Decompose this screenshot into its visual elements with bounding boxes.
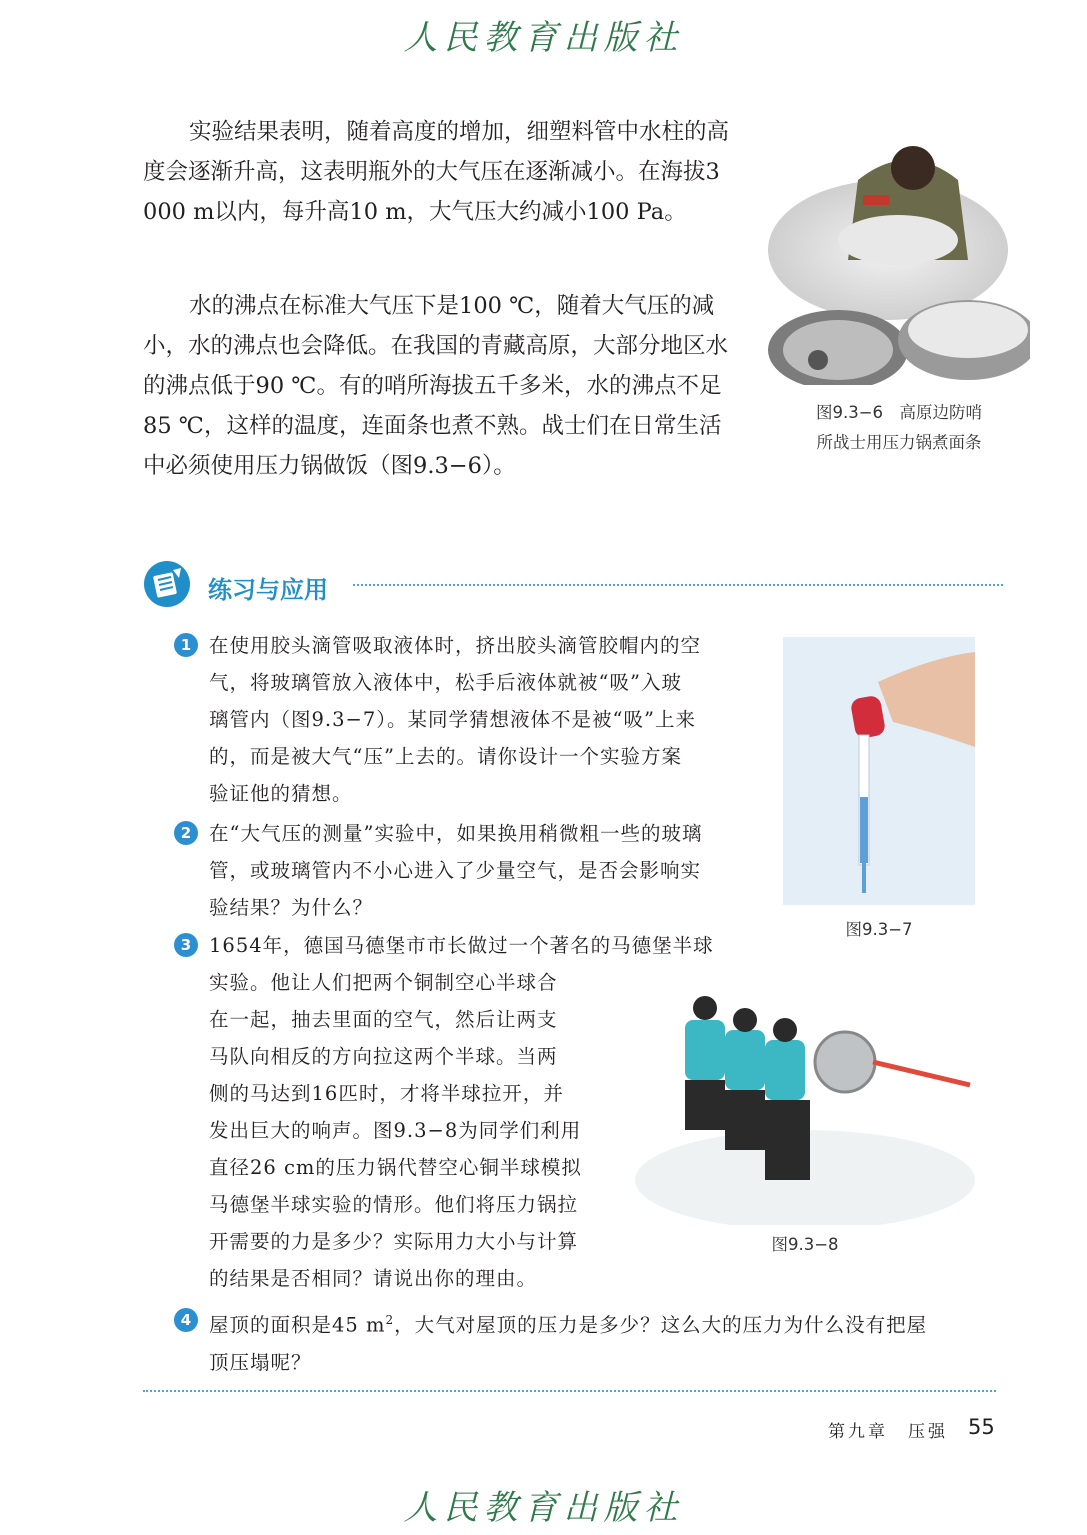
exercise-3-line: 马队向相反的方向拉这两个半球。当两 xyxy=(209,1045,558,1068)
figure-9-3-7-image xyxy=(783,637,975,905)
figure-9-3-7-caption: 图9.3−7 xyxy=(845,920,913,939)
exercise-4-line: 顶压塌呢？ xyxy=(209,1350,312,1374)
exercise-number-3-icon: 3 xyxy=(174,933,198,957)
figure-9-3-6-image xyxy=(768,140,1030,385)
exercise-4-text-start: 屋顶的面积是45 m xyxy=(209,1313,386,1337)
paragraph-2 xyxy=(143,286,743,486)
exercise-3-line: 实验。他让人们把两个铜制空心半球合 xyxy=(209,971,558,994)
exercise-number-4-icon: 4 xyxy=(174,1308,198,1332)
exercise-4-text-end: ，大气对屋顶的压力是多少？这么大的压力为什么没有把屋 xyxy=(394,1313,928,1337)
exercise-1-text xyxy=(209,627,701,812)
paragraph-1 xyxy=(143,112,743,232)
exercise-2-line: 管，或玻璃管内不小心进入了少量空气，是否会影响实 xyxy=(209,859,702,882)
exercise-1-line: 气，将玻璃管放入液体中，松手后液体就被“吸”入玻 xyxy=(209,671,682,694)
publisher-logo-header: 人民教育出版社 xyxy=(403,18,684,58)
chapter-label: 第九章 压强 xyxy=(828,1422,948,1442)
exercise-3-line: 发出巨大的响声。图9.3−8为同学们利用 xyxy=(209,1119,582,1142)
exercise-number-1-icon: 1 xyxy=(174,633,198,657)
exercise-4-superscript: 2 xyxy=(385,1313,395,1327)
exercise-book-icon xyxy=(143,560,191,608)
figure-9-3-6-caption xyxy=(770,398,1028,458)
paragraph-1-text: 实验结果表明，随着高度的增加，细塑料管中水柱的高度会逐渐升高，这表明瓶外的大气压在逐渐减小。在海拔3 000 m以内，每升高10 m，大气压大约减小100 Pa。 xyxy=(143,119,730,225)
exercise-2-line: 在“大气压的测量”实验中，如果换用稍微粗一些的玻璃 xyxy=(209,822,703,845)
exercise-4-line xyxy=(209,1302,927,1344)
exercise-2-line: 验结果？为什么？ xyxy=(209,896,374,919)
figure-9-3-6-caption-line1: 图9.3−6 高原边防哨 xyxy=(815,403,983,422)
figure-9-3-8-caption: 图9.3−8 xyxy=(771,1235,839,1254)
bottom-divider xyxy=(143,1390,996,1392)
figure-9-3-8-image xyxy=(625,980,975,1225)
exercise-2-text xyxy=(209,815,702,926)
exercise-1-line: 璃管内（图9.3−7）。某同学猜想液体不是被“吸”上来 xyxy=(209,708,696,731)
exercise-1-line: 验证他的猜想。 xyxy=(209,782,353,805)
exercise-3-line: 侧的马达到16匹时，才将半球拉开，并 xyxy=(209,1082,564,1105)
exercises-header xyxy=(143,560,1003,610)
exercise-number-2-icon: 2 xyxy=(174,821,198,845)
header-divider xyxy=(353,584,1003,586)
exercise-3-line: 开需要的力是多少？实际用力大小与计算 xyxy=(209,1230,579,1253)
exercise-3-line: 直径26 cm的压力锅代替空心铜半球模拟 xyxy=(209,1156,582,1179)
exercises-title: 练习与应用 xyxy=(208,576,328,604)
figure-9-3-6-caption-line2: 所战士用压力锅煮面条 xyxy=(816,433,982,452)
exercise-4-text xyxy=(209,1302,927,1381)
paragraph-2-text: 水的沸点在标准大气压下是100 ℃，随着大气压的减小，水的沸点也会降低。在我国的青藏高原，大部分地区水的沸点低于90 ℃。有的哨所海拔五千多米，水的沸点不足85 ℃，这样的温度，连面条也煮不熟。战士们在日常生活中必须使用压力锅做饭（图9.3−6）。 xyxy=(143,293,729,479)
exercise-1-line: 在使用胶头滴管吸取液体时，挤出胶头滴管胶帽内的空 xyxy=(209,634,702,657)
exercise-1-line: 的，而是被大气“压”上去的。请你设计一个实验方案 xyxy=(209,745,682,768)
exercise-3-line: 在一起，抽去里面的空气，然后让两支 xyxy=(209,1008,558,1031)
page-number: 55 xyxy=(968,1415,995,1439)
exercise-3-line: 的结果是否相同？请说出你的理由。 xyxy=(209,1267,538,1290)
exercise-3-line: 马德堡半球实验的情形。他们将压力锅拉 xyxy=(209,1193,579,1216)
publisher-logo-footer: 人民教育出版社 xyxy=(403,1488,684,1528)
exercise-3-line: 1654年，德国马德堡市市长做过一个著名的马德堡半球 xyxy=(209,934,714,957)
